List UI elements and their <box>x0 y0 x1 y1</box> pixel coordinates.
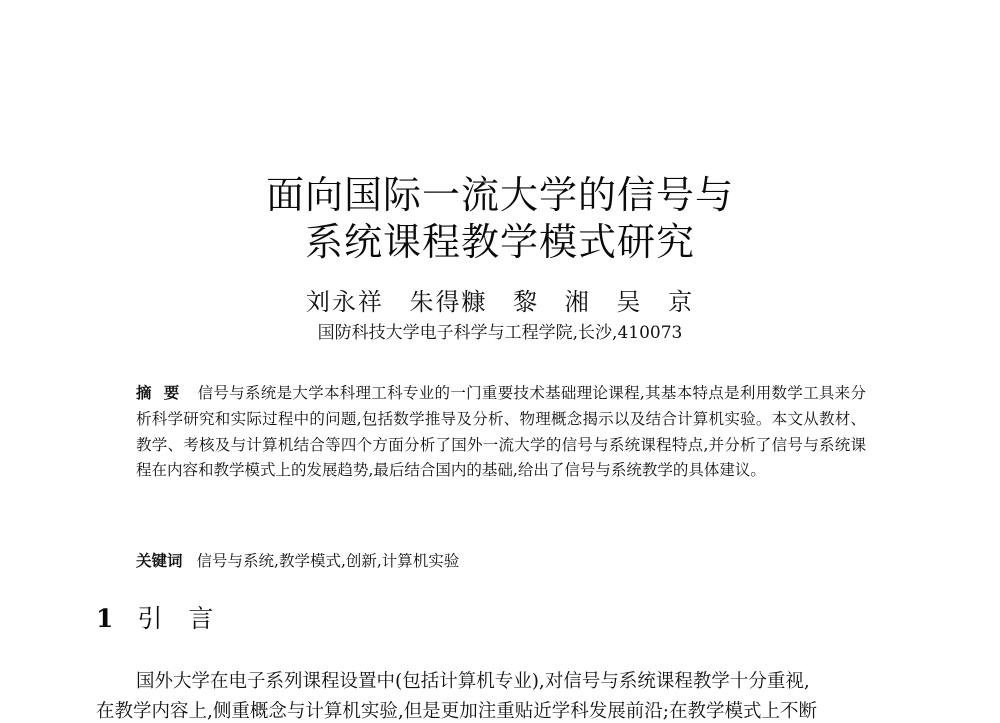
abstract-text: 信号与系统是大学本科理工科专业的一门重要技术基础理论课程,其基本特点是利用数学工具来分析科学研究和实际过程中的问题,包括数学推导及分析、物理概念揭示以及结合计算机实验。本文从教材、教学、考核及与计算机结合等四个方面分析了国外一流大学的信号与系统课程特点,并分析了信号与系统课程在内容和教学模式上的发展趋势,最后结合国内的基础,给出了信号与系统教学的具体建议。 <box>136 384 866 480</box>
keywords-text: 信号与系统,教学模式,创新,计算机实验 <box>196 552 460 570</box>
abstract-block <box>136 381 866 484</box>
section-number: 1 <box>96 604 114 633</box>
keywords-label: 关键词 <box>136 552 183 570</box>
paper-title-line-1: 面向国际一流大学的信号与 <box>265 173 734 217</box>
keywords-block <box>136 549 866 573</box>
section-heading-introduction <box>96 602 239 636</box>
abstract-label: 摘要 <box>136 384 192 402</box>
body-text-line-2: 在教学内容上,侧重概念与计算机实验,但是更加注重贴近学科发展前沿;在教学模式上不断 <box>96 701 817 722</box>
paper-title-line-2: 系统课程教学模式研究 <box>304 220 695 264</box>
body-text-line-1: 国外大学在电子系列课程设置中(包括计算机专业),对信号与系统课程教学十分重视, <box>136 671 810 692</box>
section-title: 引言 <box>137 604 240 633</box>
introduction-paragraph <box>96 667 904 723</box>
author-affiliation: 国防科技大学电子科学与工程学院,长沙,410073 <box>317 323 683 343</box>
author-list: 刘永祥 朱得糠 黎 湘 吴 京 <box>305 288 695 316</box>
